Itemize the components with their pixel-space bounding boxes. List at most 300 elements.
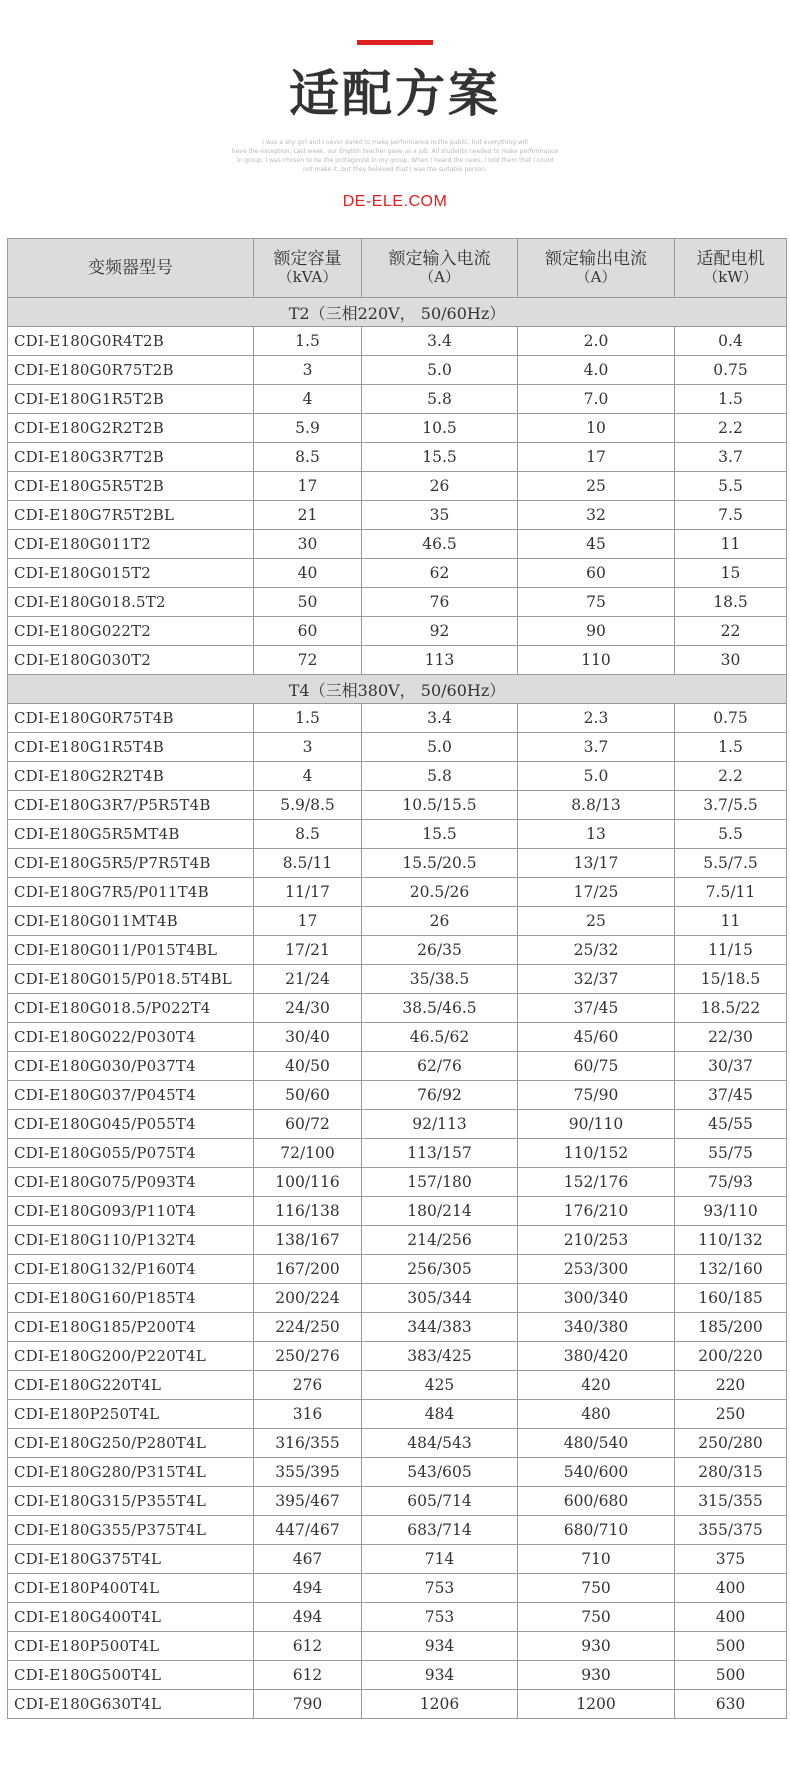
cell-model: CDI-E180G5R5/P7R5T4B [8,849,254,878]
cell-model: CDI-E180G011/P015T4BL [8,936,254,965]
cell-input-current: 10.5 [362,414,518,443]
cell-motor: 375 [675,1545,787,1574]
table-row [8,1400,787,1429]
cell-output-current: 340/380 [518,1313,675,1342]
cell-input-current: 113 [362,646,518,675]
table-row [8,1458,787,1487]
cell-output-current: 32/37 [518,965,675,994]
table-row [8,1371,787,1400]
cell-output-current: 25/32 [518,936,675,965]
cell-input-current: 26 [362,472,518,501]
table-row [8,327,787,356]
tagline-line: have the exception. Last week, our English teacher gave us a job. All students needed to make performance [231,148,559,155]
cell-capacity: 17 [254,907,362,936]
table-row [8,588,787,617]
cell-output-current: 480 [518,1400,675,1429]
cell-model: CDI-E180G355/P375T4L [8,1516,254,1545]
cell-capacity: 276 [254,1371,362,1400]
header-output-current: 额定输出电流 （A） [518,239,675,298]
table-body [8,298,787,1719]
cell-input-current: 62 [362,559,518,588]
header-motor-unit: （kW） [703,268,758,286]
cell-input-current: 484/543 [362,1429,518,1458]
cell-output-current: 420 [518,1371,675,1400]
cell-capacity: 3 [254,356,362,385]
table-row [8,1139,787,1168]
cell-input-current: 76/92 [362,1081,518,1110]
cell-motor: 1.5 [675,733,787,762]
cell-motor: 11 [675,530,787,559]
table-row [8,1690,787,1719]
cell-input-current: 35 [362,501,518,530]
table-row [8,820,787,849]
cell-model: CDI-E180G030T2 [8,646,254,675]
cell-capacity: 8.5 [254,443,362,472]
cell-input-current: 5.8 [362,385,518,414]
cell-model: CDI-E180G0R75T2B [8,356,254,385]
cell-capacity: 21 [254,501,362,530]
section-row [8,675,787,704]
cell-motor: 500 [675,1632,787,1661]
cell-capacity: 167/200 [254,1255,362,1284]
cell-motor: 250/280 [675,1429,787,1458]
table-row [8,385,787,414]
spec-table [7,238,787,1719]
table-row [8,1110,787,1139]
cell-motor: 0.75 [675,704,787,733]
cell-output-current: 930 [518,1661,675,1690]
cell-capacity: 790 [254,1690,362,1719]
table-row [8,443,787,472]
page-title: 适配方案 [289,65,501,123]
cell-capacity: 355/395 [254,1458,362,1487]
cell-motor: 2.2 [675,414,787,443]
cell-motor: 355/375 [675,1516,787,1545]
cell-motor: 400 [675,1574,787,1603]
cell-output-current: 176/210 [518,1197,675,1226]
cell-motor: 15 [675,559,787,588]
cell-capacity: 30 [254,530,362,559]
table-row [8,1081,787,1110]
table-row [8,559,787,588]
tagline-line: not make it, but they believed that I was the suitable person. [303,166,487,173]
cell-capacity: 8.5 [254,820,362,849]
cell-output-current: 3.7 [518,733,675,762]
cell-motor: 500 [675,1661,787,1690]
cell-output-current: 1200 [518,1690,675,1719]
cell-motor: 110/132 [675,1226,787,1255]
cell-motor: 30/37 [675,1052,787,1081]
cell-capacity: 24/30 [254,994,362,1023]
cell-capacity: 60 [254,617,362,646]
cell-input-current: 5.8 [362,762,518,791]
cell-motor: 0.4 [675,327,787,356]
header-input-current: 额定输入电流 （A） [362,239,518,298]
cell-input-current: 214/256 [362,1226,518,1255]
table-header-row [8,239,787,298]
table-row [8,1487,787,1516]
cell-model: CDI-E180G0R75T4B [8,704,254,733]
cell-model: CDI-E180G018.5/P022T4 [8,994,254,1023]
section-label: T2（三相220V， 50/60Hz） [8,298,787,327]
cell-capacity: 50 [254,588,362,617]
cell-capacity: 395/467 [254,1487,362,1516]
cell-input-current: 305/344 [362,1284,518,1313]
table-row [8,1197,787,1226]
table-row [8,1516,787,1545]
cell-model: CDI-E180G0R4T2B [8,327,254,356]
cell-input-current: 3.4 [362,704,518,733]
cell-input-current: 20.5/26 [362,878,518,907]
table-row [8,1168,787,1197]
cell-input-current: 113/157 [362,1139,518,1168]
cell-motor: 3.7 [675,443,787,472]
cell-output-current: 110 [518,646,675,675]
cell-input-current: 26/35 [362,936,518,965]
cell-capacity: 612 [254,1661,362,1690]
cell-output-current: 4.0 [518,356,675,385]
cell-motor: 3.7/5.5 [675,791,787,820]
cell-motor: 45/55 [675,1110,787,1139]
cell-input-current: 753 [362,1574,518,1603]
cell-capacity: 1.5 [254,704,362,733]
table-row [8,1574,787,1603]
cell-model: CDI-E180G015T2 [8,559,254,588]
cell-capacity: 138/167 [254,1226,362,1255]
cell-model: CDI-E180G1R5T2B [8,385,254,414]
cell-input-current: 714 [362,1545,518,1574]
cell-input-current: 15.5 [362,820,518,849]
cell-motor: 200/220 [675,1342,787,1371]
cell-model: CDI-E180G500T4L [8,1661,254,1690]
cell-model: CDI-E180G022T2 [8,617,254,646]
cell-output-current: 710 [518,1545,675,1574]
cell-capacity: 447/467 [254,1516,362,1545]
cell-input-current: 3.4 [362,327,518,356]
cell-capacity: 40/50 [254,1052,362,1081]
cell-motor: 18.5/22 [675,994,787,1023]
table-row [8,1342,787,1371]
table-row [8,1255,787,1284]
cell-model: CDI-E180P500T4L [8,1632,254,1661]
cell-output-current: 750 [518,1603,675,1632]
cell-capacity: 612 [254,1632,362,1661]
cell-input-current: 605/714 [362,1487,518,1516]
table-row [8,1661,787,1690]
cell-motor: 18.5 [675,588,787,617]
cell-capacity: 4 [254,762,362,791]
cell-model: CDI-E180G055/P075T4 [8,1139,254,1168]
cell-motor: 280/315 [675,1458,787,1487]
cell-capacity: 1.5 [254,327,362,356]
cell-input-current: 383/425 [362,1342,518,1371]
cell-capacity: 100/116 [254,1168,362,1197]
cell-capacity: 40 [254,559,362,588]
header-motor: 适配电机 （kW） [675,239,787,298]
cell-motor: 30 [675,646,787,675]
cell-motor: 11 [675,907,787,936]
cell-capacity: 316/355 [254,1429,362,1458]
cell-capacity: 116/138 [254,1197,362,1226]
cell-output-current: 380/420 [518,1342,675,1371]
cell-capacity: 4 [254,385,362,414]
cell-model: CDI-E180G160/P185T4 [8,1284,254,1313]
cell-capacity: 5.9 [254,414,362,443]
cell-model: CDI-E180G5R5T2B [8,472,254,501]
cell-input-current: 256/305 [362,1255,518,1284]
table-row [8,1284,787,1313]
cell-motor: 22 [675,617,787,646]
cell-capacity: 3 [254,733,362,762]
table-row [8,849,787,878]
table-row [8,1023,787,1052]
cell-output-current: 253/300 [518,1255,675,1284]
cell-input-current: 425 [362,1371,518,1400]
table-row [8,1429,787,1458]
cell-output-current: 680/710 [518,1516,675,1545]
cell-output-current: 13/17 [518,849,675,878]
cell-motor: 2.2 [675,762,787,791]
cell-model: CDI-E180G110/P132T4 [8,1226,254,1255]
cell-model: CDI-E180G015/P018.5T4BL [8,965,254,994]
cell-capacity: 50/60 [254,1081,362,1110]
cell-output-current: 540/600 [518,1458,675,1487]
cell-output-current: 930 [518,1632,675,1661]
cell-input-current: 62/76 [362,1052,518,1081]
table-row [8,907,787,936]
cell-model: CDI-E180G400T4L [8,1603,254,1632]
cell-capacity: 72/100 [254,1139,362,1168]
cell-output-current: 90 [518,617,675,646]
cell-motor: 93/110 [675,1197,787,1226]
table-row [8,1226,787,1255]
table-row [8,1052,787,1081]
cell-model: CDI-E180G030/P037T4 [8,1052,254,1081]
cell-capacity: 467 [254,1545,362,1574]
cell-capacity: 316 [254,1400,362,1429]
cell-motor: 7.5 [675,501,787,530]
cell-input-current: 484 [362,1400,518,1429]
cell-output-current: 75 [518,588,675,617]
cell-model: CDI-E180G018.5T2 [8,588,254,617]
cell-input-current: 92 [362,617,518,646]
cell-capacity: 72 [254,646,362,675]
cell-output-current: 45/60 [518,1023,675,1052]
cell-input-current: 92/113 [362,1110,518,1139]
brand-link[interactable]: DE-ELE.COM [342,193,448,210]
cell-output-current: 5.0 [518,762,675,791]
cell-model: CDI-E180G250/P280T4L [8,1429,254,1458]
cell-input-current: 344/383 [362,1313,518,1342]
header-input-current-unit: （A） [419,268,460,286]
cell-output-current: 25 [518,907,675,936]
table-row [8,762,787,791]
cell-model: CDI-E180G045/P055T4 [8,1110,254,1139]
cell-motor: 22/30 [675,1023,787,1052]
cell-model: CDI-E180G5R5MT4B [8,820,254,849]
cell-model: CDI-E180G3R7T2B [8,443,254,472]
cell-input-current: 157/180 [362,1168,518,1197]
cell-output-current: 152/176 [518,1168,675,1197]
cell-model: CDI-E180G011T2 [8,530,254,559]
header-model: 变频器型号 [8,239,254,298]
cell-input-current: 753 [362,1603,518,1632]
cell-output-current: 60/75 [518,1052,675,1081]
cell-motor: 132/160 [675,1255,787,1284]
tagline-text [0,138,790,174]
cell-output-current: 2.3 [518,704,675,733]
table-row [8,414,787,443]
cell-model: CDI-E180G2R2T2B [8,414,254,443]
header-output-current-unit: （A） [575,268,617,286]
table-row [8,936,787,965]
cell-output-current: 600/680 [518,1487,675,1516]
section-row [8,298,787,327]
cell-output-current: 2.0 [518,327,675,356]
cell-capacity: 17/21 [254,936,362,965]
section-label: T4（三相380V， 50/60Hz） [8,675,787,704]
cell-model: CDI-E180G280/P315T4L [8,1458,254,1487]
cell-input-current: 35/38.5 [362,965,518,994]
cell-output-current: 10 [518,414,675,443]
cell-input-current: 38.5/46.5 [362,994,518,1023]
cell-input-current: 934 [362,1661,518,1690]
cell-output-current: 60 [518,559,675,588]
cell-model: CDI-E180G7R5T2BL [8,501,254,530]
cell-capacity: 494 [254,1574,362,1603]
cell-capacity: 60/72 [254,1110,362,1139]
cell-motor: 160/185 [675,1284,787,1313]
cell-input-current: 1206 [362,1690,518,1719]
table-row [8,617,787,646]
cell-motor: 15/18.5 [675,965,787,994]
header-capacity-unit: （kVA） [277,268,338,286]
table-row [8,472,787,501]
cell-output-current: 32 [518,501,675,530]
cell-input-current: 15.5 [362,443,518,472]
cell-model: CDI-E180P400T4L [8,1574,254,1603]
cell-motor: 11/15 [675,936,787,965]
cell-output-current: 750 [518,1574,675,1603]
cell-model: CDI-E180G375T4L [8,1545,254,1574]
cell-input-current: 15.5/20.5 [362,849,518,878]
cell-motor: 0.75 [675,356,787,385]
cell-output-current: 480/540 [518,1429,675,1458]
cell-motor: 220 [675,1371,787,1400]
cell-model: CDI-E180G315/P355T4L [8,1487,254,1516]
cell-capacity: 250/276 [254,1342,362,1371]
cell-motor: 5.5/7.5 [675,849,787,878]
cell-input-current: 543/605 [362,1458,518,1487]
cell-model: CDI-E180G022/P030T4 [8,1023,254,1052]
cell-model: CDI-E180G132/P160T4 [8,1255,254,1284]
cell-motor: 630 [675,1690,787,1719]
cell-capacity: 11/17 [254,878,362,907]
cell-motor: 7.5/11 [675,878,787,907]
cell-capacity: 8.5/11 [254,849,362,878]
cell-capacity: 17 [254,472,362,501]
table-row [8,530,787,559]
cell-motor: 185/200 [675,1313,787,1342]
cell-output-current: 75/90 [518,1081,675,1110]
cell-capacity: 5.9/8.5 [254,791,362,820]
table-row [8,1313,787,1342]
cell-output-current: 90/110 [518,1110,675,1139]
cell-model: CDI-E180G7R5/P011T4B [8,878,254,907]
cell-capacity: 494 [254,1603,362,1632]
cell-output-current: 8.8/13 [518,791,675,820]
table-row [8,356,787,385]
cell-input-current: 46.5 [362,530,518,559]
cell-output-current: 110/152 [518,1139,675,1168]
cell-output-current: 300/340 [518,1284,675,1313]
header-capacity: 额定容量 （kVA） [254,239,362,298]
cell-model: CDI-E180G220T4L [8,1371,254,1400]
tagline-line: in group. I was chosen to be the protagonist in my group. When I heard the news, I told them that I could [236,157,554,164]
cell-output-current: 210/253 [518,1226,675,1255]
table-row [8,1603,787,1632]
cell-output-current: 13 [518,820,675,849]
cell-model: CDI-E180G075/P093T4 [8,1168,254,1197]
cell-motor: 5.5 [675,820,787,849]
cell-motor: 37/45 [675,1081,787,1110]
cell-input-current: 683/714 [362,1516,518,1545]
cell-input-current: 5.0 [362,733,518,762]
cell-input-current: 26 [362,907,518,936]
table-row [8,1632,787,1661]
cell-motor: 75/93 [675,1168,787,1197]
title-accent-bar [357,40,433,45]
cell-model: CDI-E180P250T4L [8,1400,254,1429]
cell-output-current: 7.0 [518,385,675,414]
cell-model: CDI-E180G200/P220T4L [8,1342,254,1371]
cell-model: CDI-E180G093/P110T4 [8,1197,254,1226]
cell-motor: 1.5 [675,385,787,414]
table-row [8,733,787,762]
cell-model: CDI-E180G037/P045T4 [8,1081,254,1110]
cell-input-current: 76 [362,588,518,617]
cell-capacity: 30/40 [254,1023,362,1052]
cell-model: CDI-E180G011MT4B [8,907,254,936]
table-row [8,791,787,820]
cell-model: CDI-E180G185/P200T4 [8,1313,254,1342]
cell-motor: 315/355 [675,1487,787,1516]
table-row [8,878,787,907]
cell-capacity: 224/250 [254,1313,362,1342]
cell-capacity: 21/24 [254,965,362,994]
cell-model: CDI-E180G2R2T4B [8,762,254,791]
cell-input-current: 46.5/62 [362,1023,518,1052]
cell-motor: 5.5 [675,472,787,501]
cell-model: CDI-E180G3R7/P5R5T4B [8,791,254,820]
cell-input-current: 180/214 [362,1197,518,1226]
cell-output-current: 17/25 [518,878,675,907]
cell-motor: 250 [675,1400,787,1429]
cell-capacity: 200/224 [254,1284,362,1313]
cell-model: CDI-E180G630T4L [8,1690,254,1719]
cell-output-current: 25 [518,472,675,501]
table-row [8,646,787,675]
cell-output-current: 17 [518,443,675,472]
tagline-line: I was a shy girl and I never dared to make performance in the public, but everything will [262,139,528,146]
cell-motor: 55/75 [675,1139,787,1168]
table-row [8,994,787,1023]
table-row [8,501,787,530]
cell-input-current: 5.0 [362,356,518,385]
cell-model: CDI-E180G1R5T4B [8,733,254,762]
cell-input-current: 10.5/15.5 [362,791,518,820]
cell-output-current: 45 [518,530,675,559]
